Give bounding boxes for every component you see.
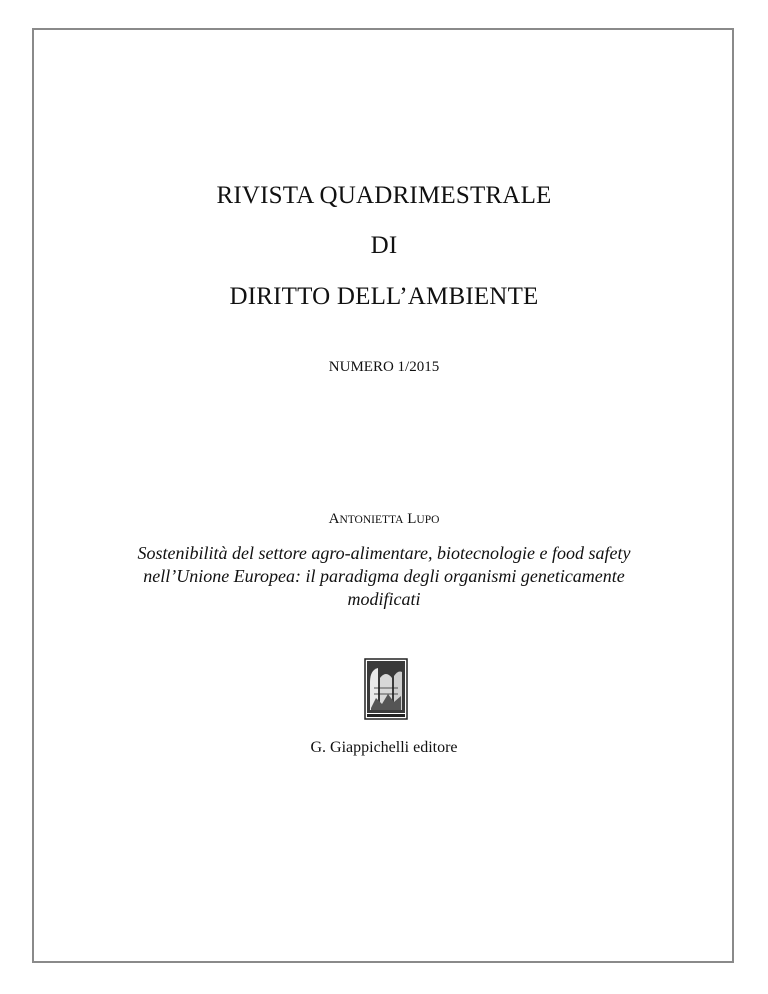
article-title-line-1: Sostenibilità del settore agro-alimentare, biotecnologie e food safety	[137, 543, 631, 563]
article-title-line-2: nell’Unione Europea: il paradigma degli organismi geneticamente	[143, 566, 625, 586]
author-last-initial: L	[407, 511, 417, 527]
publisher-logo	[364, 658, 408, 720]
journal-title-line-3: DIRITTO DELL’AMBIENTE	[229, 283, 539, 310]
journal-title-line-1: RIVISTA QUADRIMESTRALE	[216, 182, 552, 209]
author-last-rest: UPO	[416, 514, 440, 526]
publisher-name: G. Giappichelli editore	[310, 739, 458, 756]
author-first-rest: NTONIETTA	[339, 514, 404, 526]
article-title-line-3: modificati	[347, 589, 421, 609]
page-border	[32, 28, 734, 963]
journal-title-line-2: DI	[370, 232, 398, 259]
author-name	[0, 511, 768, 528]
issue-number: NUMERO 1/2015	[328, 359, 440, 375]
author-first-initial: A	[328, 511, 340, 527]
